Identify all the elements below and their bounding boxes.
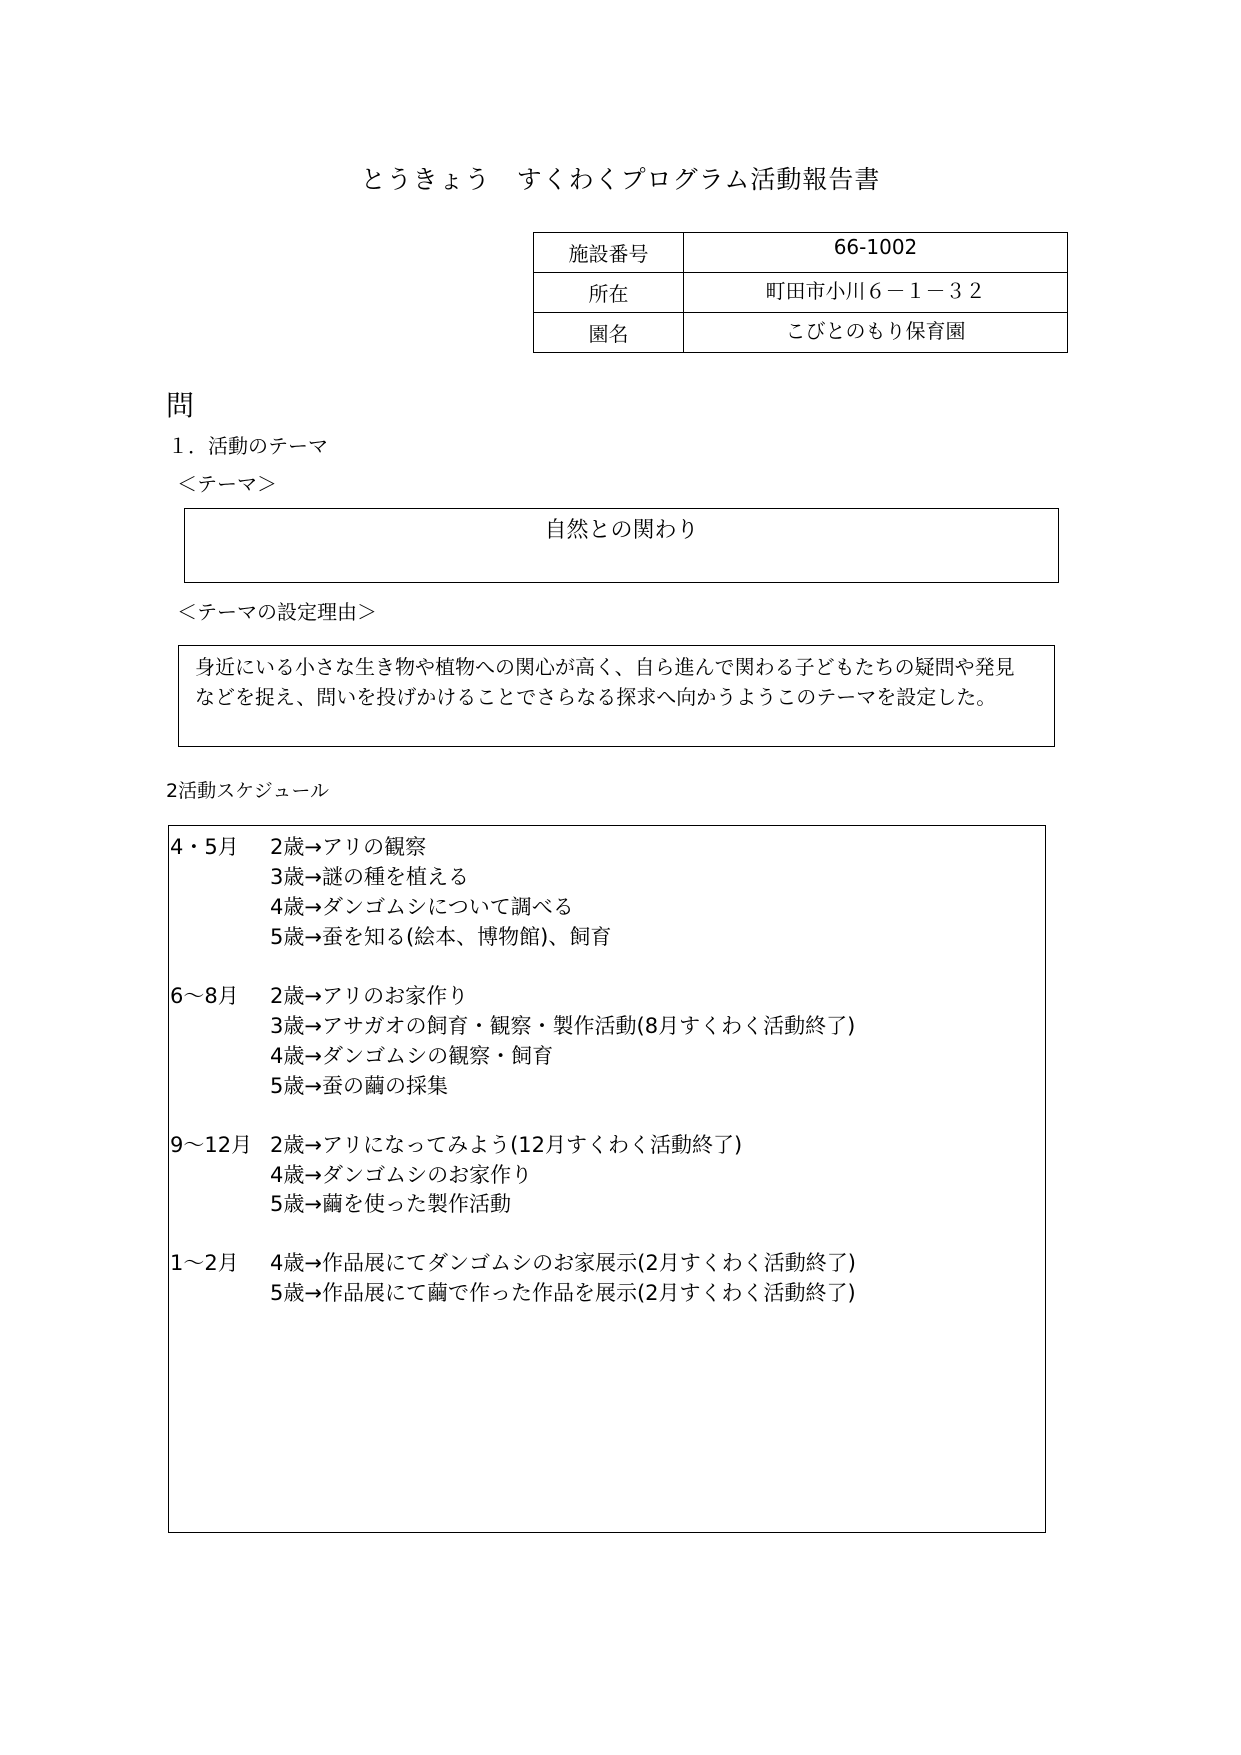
schedule-entry: 2歳→アリになってみよう(12月すくわく活動終了): [270, 1133, 743, 1157]
theme-label: ＜テーマ＞: [177, 472, 277, 496]
facility-number-value: 66-1002: [684, 233, 1068, 273]
section1-heading: １．活動のテーマ: [168, 434, 328, 458]
schedule-entry: 5歳→繭を使った製作活動: [270, 1192, 511, 1216]
facility-number-label: 施設番号: [534, 233, 684, 273]
table-row: [534, 273, 1068, 313]
location-value: 町田市小川６－１－３２: [684, 273, 1068, 313]
reason-line: 身近にいる小さな生き物や植物への関心が高く、自ら進んで関わる子どもたちの疑問や発見: [195, 655, 1015, 679]
schedule-period: 1～2月: [170, 1251, 239, 1275]
school-name-label: 園名: [534, 313, 684, 353]
question-heading: 問: [166, 389, 195, 422]
document-title: とうきょう すくわくプログラム活動報告書: [360, 165, 881, 194]
schedule-entry: 4歳→作品展にてダンゴムシのお家展示(2月すくわく活動終了): [270, 1251, 856, 1275]
section2-heading: 2活動スケジュール: [166, 780, 329, 802]
school-name-value: こびとのもり保育園: [684, 313, 1068, 353]
schedule-entry: 5歳→蚕を知る(絵本、博物館)、飼育: [270, 925, 612, 949]
table-row: [534, 233, 1068, 273]
schedule-period: 9～12月: [170, 1133, 253, 1157]
table-row: [534, 313, 1068, 353]
reason-line: などを捉え、問いを投げかけることでさらなる探求へ向かうようこのテーマを設定した。: [195, 685, 997, 709]
location-label: 所在: [534, 273, 684, 313]
theme-text: 自然との関わり: [544, 518, 699, 543]
schedule-entry: 4歳→ダンゴムシのお家作り: [270, 1163, 533, 1187]
schedule-period: 4・5月: [170, 835, 239, 859]
schedule-entry: 5歳→作品展にて繭で作った作品を展示(2月すくわく活動終了): [270, 1281, 856, 1305]
schedule-entry: 2歳→アリのお家作り: [270, 984, 469, 1008]
schedule-box: [168, 825, 1046, 1533]
schedule-entry: 4歳→ダンゴムシについて調べる: [270, 895, 574, 919]
facility-info-table: [533, 232, 1068, 353]
reason-label: ＜テーマの設定理由＞: [177, 600, 377, 624]
schedule-entry: 2歳→アリの観察: [270, 835, 427, 859]
schedule-entry: 4歳→ダンゴムシの観察・飼育: [270, 1044, 554, 1068]
schedule-entry: 3歳→アサガオの飼育・観察・製作活動(8月すくわく活動終了): [270, 1014, 856, 1038]
schedule-entry: 3歳→謎の種を植える: [270, 865, 469, 889]
schedule-period: 6～8月: [170, 984, 239, 1008]
schedule-entry: 5歳→蚕の繭の採集: [270, 1074, 448, 1098]
theme-box: [184, 508, 1059, 583]
reason-box: [178, 645, 1055, 747]
